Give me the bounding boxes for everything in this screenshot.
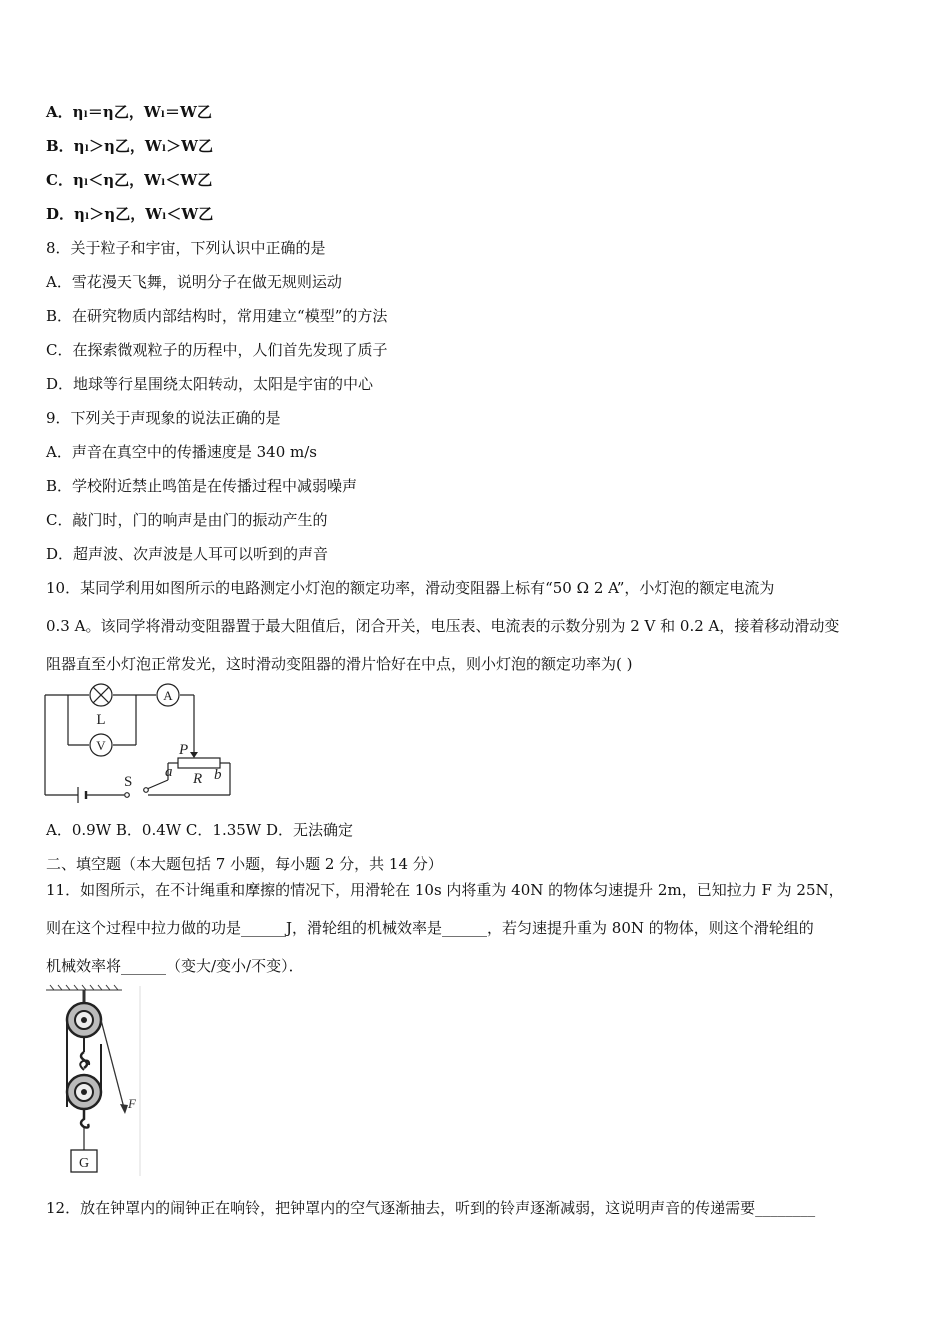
switch-blade bbox=[147, 780, 168, 789]
ceiling-hatch bbox=[74, 985, 78, 990]
rheostat-label: R bbox=[193, 771, 203, 787]
q10-options: A．0.9W B．0.4W C．1.35W D．无法确定 bbox=[46, 821, 354, 839]
weight-label: G bbox=[78, 1156, 90, 1171]
q7-option-a: A．ηₗ＝η乙，Wₗ＝W乙 bbox=[46, 103, 212, 121]
switch-contact-right bbox=[144, 788, 149, 793]
slider-label: P bbox=[179, 742, 189, 758]
q12-line-1: 12．放在钟罩内的闹钟正在响铃，把钟罩内的空气逐渐抽去，听到的铃声逐渐减弱，这说明声音的传递需要________ bbox=[46, 1199, 816, 1217]
q11-line-1: 11．如图所示，在不计绳重和摩擦的情况下，用滑轮在 10s 内将重为 40N 的物体匀速提升 2m，已知拉力 F 为 25N， bbox=[46, 881, 844, 899]
rheostat-end-a-label: a bbox=[165, 764, 173, 780]
switch-contact-left bbox=[125, 793, 130, 798]
slider-arrow bbox=[190, 752, 198, 758]
force-arrow bbox=[120, 1104, 128, 1114]
ammeter-label: A bbox=[163, 688, 173, 703]
q10-line-1: 10．某同学利用如图所示的电路测定小灯泡的额定功率，滑动变阻器上标有“50 Ω 2 A”，小灯泡的额定电流为 bbox=[46, 579, 775, 597]
rope-pull bbox=[101, 1020, 124, 1108]
pulley-diagram bbox=[44, 984, 144, 1179]
q10-line-3: 阻器直至小灯泡正常发光，这时滑动变阻器的滑片恰好在中点，则小灯泡的额定功率为( ) bbox=[46, 655, 633, 673]
q9-option-a: A．声音在真空中的传播速度是 340 m/s bbox=[46, 443, 317, 461]
force-label: F bbox=[128, 1096, 136, 1111]
ceiling-hatch bbox=[106, 985, 110, 990]
lower-hook bbox=[81, 1109, 89, 1128]
lamp-label: L bbox=[96, 712, 106, 728]
voltmeter-label: V bbox=[96, 738, 106, 753]
rheostat-end-b-label: b bbox=[214, 767, 222, 783]
section-2-heading: 二、填空题（本大题包括 7 小题，每小题 2 分，共 14 分） bbox=[46, 855, 443, 873]
q7-option-d: D．ηₗ＞η乙，Wₗ＜W乙 bbox=[46, 205, 214, 223]
ceiling-hatch bbox=[114, 985, 118, 990]
q8-option-a: A．雪花漫天飞舞，说明分子在做无规则运动 bbox=[46, 273, 342, 291]
q11-line-2: 则在这个过程中拉力做的功是______J，滑轮组的机械效率是______，若匀速提升重为 80N 的物体，则这个滑轮组的 bbox=[46, 919, 814, 937]
q8-option-b: B．在研究物质内部结构时，常用建立“模型”的方法 bbox=[46, 307, 388, 325]
ceiling-hatch bbox=[50, 985, 54, 990]
q8-option-d: D．地球等行星围绕太阳转动，太阳是宇宙的中心 bbox=[46, 375, 374, 393]
ceiling-hatch bbox=[66, 985, 70, 990]
q9-option-d: D．超声波、次声波是人耳可以听到的声音 bbox=[46, 545, 329, 563]
movable-pulley-axle bbox=[81, 1089, 87, 1095]
switch-label: S bbox=[124, 774, 133, 790]
q10-line-2: 0.3 A。该同学将滑动变阻器置于最大阻值后，闭合开关，电压表、电流表的示数分别为 2 V 和 0.2 A，接着移动滑动变 bbox=[46, 617, 840, 635]
q11-line-3: 机械效率将______（变大/变小/不变）． bbox=[46, 957, 304, 975]
ceiling-hatch bbox=[90, 985, 94, 990]
fixed-pulley-axle bbox=[81, 1017, 87, 1023]
q9-stem: 9．下列关于声现象的说法正确的是 bbox=[46, 409, 281, 427]
ceiling-hatch bbox=[58, 985, 62, 990]
q7-option-c: C．ηₗ＜η乙，Wₗ＜W乙 bbox=[46, 171, 213, 189]
ceiling-hatch bbox=[98, 985, 102, 990]
q8-option-c: C．在探索微观粒子的历程中，人们首先发现了质子 bbox=[46, 341, 388, 359]
ceiling-hatch bbox=[82, 985, 86, 990]
q9-option-b: B．学校附近禁止鸣笛是在传播过程中减弱噪声 bbox=[46, 477, 358, 495]
q9-option-c: C．敲门时，门的响声是由门的振动产生的 bbox=[46, 511, 328, 529]
q7-option-b: B．ηₗ＞η乙，Wₗ＞W乙 bbox=[46, 137, 213, 155]
q8-stem: 8．关于粒子和宇宙，下列认识中正确的是 bbox=[46, 239, 326, 257]
circuit-diagram bbox=[40, 683, 240, 803]
